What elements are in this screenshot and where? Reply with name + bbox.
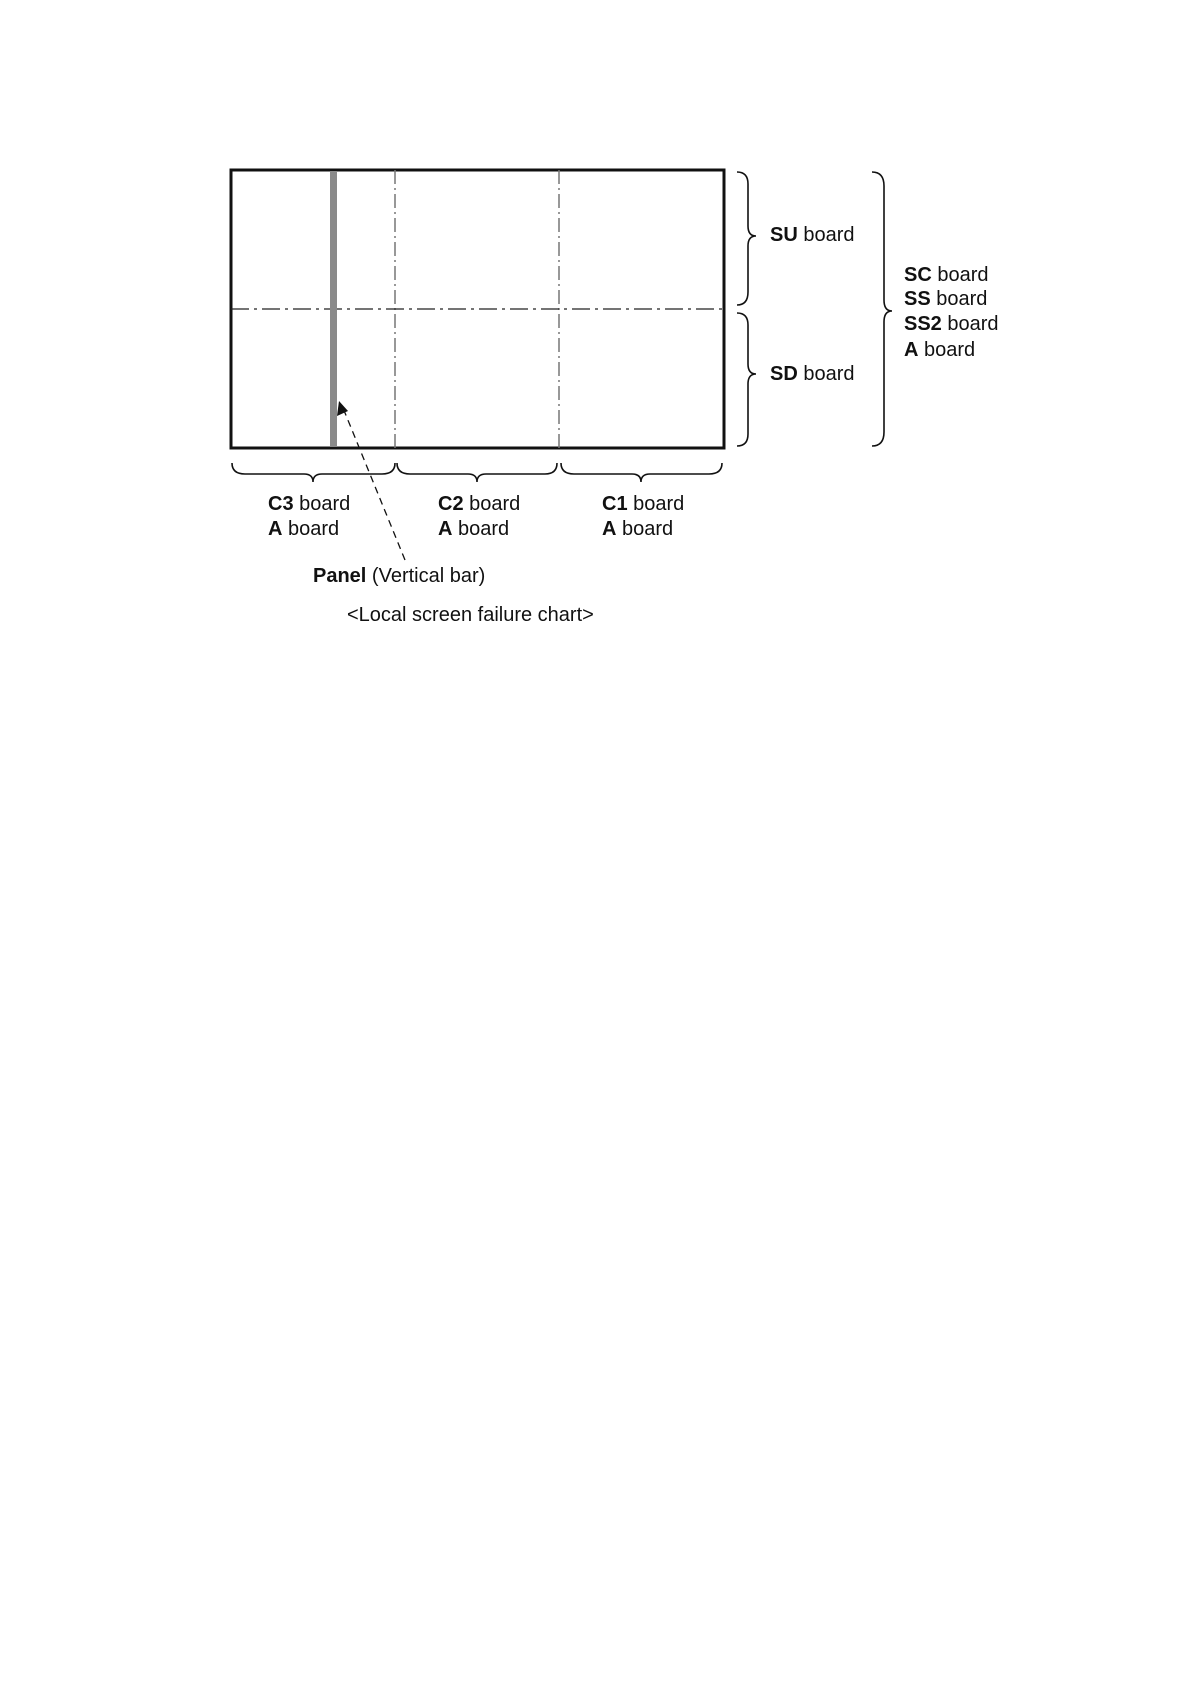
label-sd-board: SD board (770, 363, 855, 385)
diagram-caption: <Local screen failure chart> (347, 604, 594, 626)
callout-arrowhead (337, 401, 348, 416)
label-c3-board: C3 board (268, 493, 351, 515)
label-c3-a-board: A board (268, 518, 340, 540)
brace-sd (737, 313, 756, 446)
label-c1-board: C1 board (602, 493, 685, 515)
label-c2-board: C2 board (438, 493, 521, 515)
label-c1-a-board: A board (602, 518, 674, 540)
brace-sc-group (872, 172, 892, 446)
label-c2-a-board: A board (438, 518, 510, 540)
brace-c1 (561, 463, 722, 482)
brace-c3 (232, 463, 395, 482)
label-su-board: SU board (770, 224, 855, 246)
label-a-board-right: A board (904, 339, 976, 361)
callout-arrow-line (343, 408, 405, 560)
vertical-bar-failure (330, 171, 337, 447)
brace-su (737, 172, 756, 305)
label-sc-board: SC board (904, 264, 989, 286)
label-ss2-board: SS2 board (904, 313, 999, 335)
label-ss-board: SS board (904, 288, 988, 310)
brace-c2 (397, 463, 557, 482)
label-panel-vertical-bar: Panel (Vertical bar) (313, 565, 486, 587)
